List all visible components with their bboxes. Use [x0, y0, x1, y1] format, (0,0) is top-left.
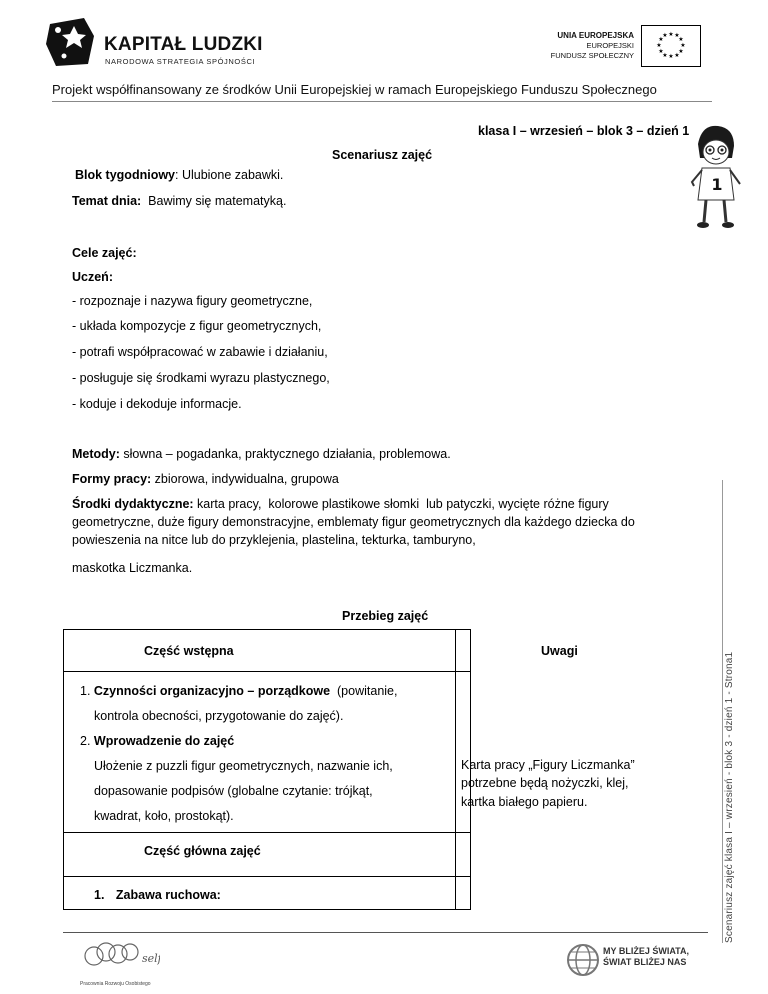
- footer-divider: [63, 932, 708, 933]
- table-item-2: [80, 733, 234, 749]
- mascot-girl-icon: [688, 122, 744, 234]
- eu-stars-icon: [642, 26, 700, 66]
- srodki-line1: [72, 496, 609, 512]
- svg-text:★: ★: [674, 52, 680, 59]
- goal-1: - rozpoznaje i nazywa figury geometryczne,: [72, 294, 313, 308]
- project-funding-line: [52, 82, 657, 97]
- eu-line1: UNIA EUROPEJSKA: [557, 31, 634, 40]
- svg-text:★: ★: [658, 36, 664, 43]
- eu-text: [540, 31, 634, 61]
- table-item-1: [80, 683, 397, 699]
- note-line1: Karta pracy „Figury Liczmanka”: [461, 758, 635, 772]
- slogan-line1: MY BLIŻEJ ŚWIATA,: [603, 946, 690, 956]
- page-title: Scenariusz zajęć: [332, 148, 433, 162]
- item2-number: 2.: [80, 734, 94, 748]
- eu-flag: [641, 25, 701, 67]
- blok-value: : Ulubione zabawki.: [175, 168, 284, 182]
- goal-5: - koduje i dekoduje informacje.: [72, 397, 242, 411]
- left-logo-caption: Pracownia Rozwoju Osobistego: [80, 981, 151, 987]
- item2-line3: kwadrat, koło, prostokąt).: [94, 809, 234, 823]
- footer-slogan: [603, 946, 689, 968]
- goal-2: - układa kompozycje z figur geometrycznych,: [72, 319, 322, 333]
- item1-number: 1.: [80, 684, 94, 698]
- svg-text:★: ★: [658, 48, 664, 55]
- blok-line: [75, 167, 283, 183]
- col1-header: Część wstępna: [144, 644, 234, 658]
- srodki-label: Środki dydaktyczne:: [72, 497, 194, 511]
- item1-line2: kontrola obecności, przygotowanie do zajęć).: [94, 709, 344, 723]
- globe-icon: [565, 940, 601, 980]
- formy-value: zbiorowa, indywidualna, grupowa: [151, 472, 339, 486]
- srodki-line3: powieszenia na nitce lub do przyklejenia, plastelina, tekturka, tamburyno,: [72, 533, 476, 547]
- svg-text:★: ★: [662, 32, 668, 39]
- blok-label: Blok tygodniowy: [75, 168, 175, 182]
- footer-left-logo: [80, 938, 160, 986]
- kapital-ludzki-logo: [44, 16, 100, 70]
- globe-logo: [565, 940, 601, 980]
- logo-title: KAPITAŁ LUDZKI: [104, 34, 263, 55]
- class-line: klasa I – wrzesień – blok 3 – dzień 1: [478, 124, 690, 138]
- eu-line2: EUROPEJSKI: [586, 41, 634, 50]
- svg-text:★: ★: [674, 32, 680, 39]
- svg-text:★: ★: [678, 36, 684, 43]
- formy-line: [72, 471, 339, 487]
- cele-label: Cele zajęć:: [72, 246, 137, 260]
- metody-line: [72, 446, 451, 462]
- item3-title: Zabawa ruchowa:: [115, 888, 221, 902]
- srodki-line4: maskotka Liczmanka.: [72, 561, 193, 575]
- svg-text:1: 1: [711, 175, 723, 194]
- eu-line3: FUNDUSZ SPOŁECZNY: [550, 51, 634, 60]
- item3-number: 1.: [94, 888, 105, 902]
- people-circles-icon: [80, 938, 160, 976]
- temat-line: [72, 193, 286, 209]
- item2-line1: Ułożenie z puzzli figur geometrycznych, nazwanie ich,: [94, 759, 393, 773]
- formy-label: Formy pracy:: [72, 472, 152, 486]
- project-part2: w ramach Europejskiego Funduszu Społecznego: [375, 82, 657, 97]
- srodki-line2: geometryczne, duże figury demonstracyjne, emblematy figur geometrycznych dla każdego dziecka do: [72, 515, 635, 529]
- svg-text:★: ★: [680, 42, 686, 49]
- table-row-divider-2: [63, 832, 470, 833]
- side-rule: [722, 480, 723, 943]
- item1-rest: (powitanie,: [330, 684, 398, 698]
- logo-subtitle: NARODOWA STRATEGIA SPÓJNOŚCI: [105, 57, 256, 66]
- slogan-line2: ŚWIAT BLIŻEJ NAS: [603, 957, 687, 967]
- svg-text:★: ★: [668, 53, 674, 60]
- table-row-divider-3: [63, 876, 470, 877]
- kapital-ludzki-emblem-icon: [44, 16, 100, 70]
- table-item-3: [94, 887, 221, 903]
- svg-text:★: ★: [662, 52, 668, 59]
- svg-text:self: self: [142, 952, 160, 965]
- svg-text:★: ★: [656, 42, 662, 49]
- przebieg-title: Przebieg zajęć: [342, 609, 429, 623]
- goal-3: - potrafi współpracować w zabawie i działaniu,: [72, 345, 328, 359]
- metody-value: słowna – pogadanka, praktycznego działania, problemowa.: [119, 447, 451, 461]
- temat-label: Temat dnia:: [72, 194, 142, 208]
- metody-label: Metody:: [72, 447, 120, 461]
- item1-title: Czynności organizacyjno – porządkowe: [93, 684, 331, 698]
- goal-4: - posługuje się środkami wyrazu plastycznego,: [72, 371, 330, 385]
- section2-header: Część główna zajęć: [144, 844, 261, 858]
- svg-text:★: ★: [668, 31, 674, 38]
- col2-header: Uwagi: [541, 644, 578, 658]
- srodki-value: karta pracy, kolorowe plastikowe słomki lub patyczki, wycięte różne figury: [193, 497, 609, 511]
- item2-title: Wprowadzenie do zajęć: [93, 734, 235, 748]
- header-divider: [52, 101, 712, 102]
- temat-value: Bawimy się matematyką.: [141, 194, 287, 208]
- side-page-label: Scenariusz zajęć klasa I – wrzesień - blok 3 - dzień 1 - Strona1: [724, 651, 735, 943]
- note-line3: kartka białego papieru.: [461, 795, 588, 809]
- mascot-liczmanka: [688, 122, 744, 234]
- svg-text:★: ★: [678, 48, 684, 55]
- table-row-divider-1: [63, 671, 470, 672]
- note-line2: potrzebne będą nożyczki, klej,: [461, 776, 629, 790]
- project-part1: Projekt współfinansowany ze środków Unii Europejskiej: [52, 82, 372, 97]
- uczen-label: Uczeń:: [72, 270, 113, 284]
- item2-line2: dopasowanie podpisów (globalne czytanie: trójkąt,: [94, 784, 373, 798]
